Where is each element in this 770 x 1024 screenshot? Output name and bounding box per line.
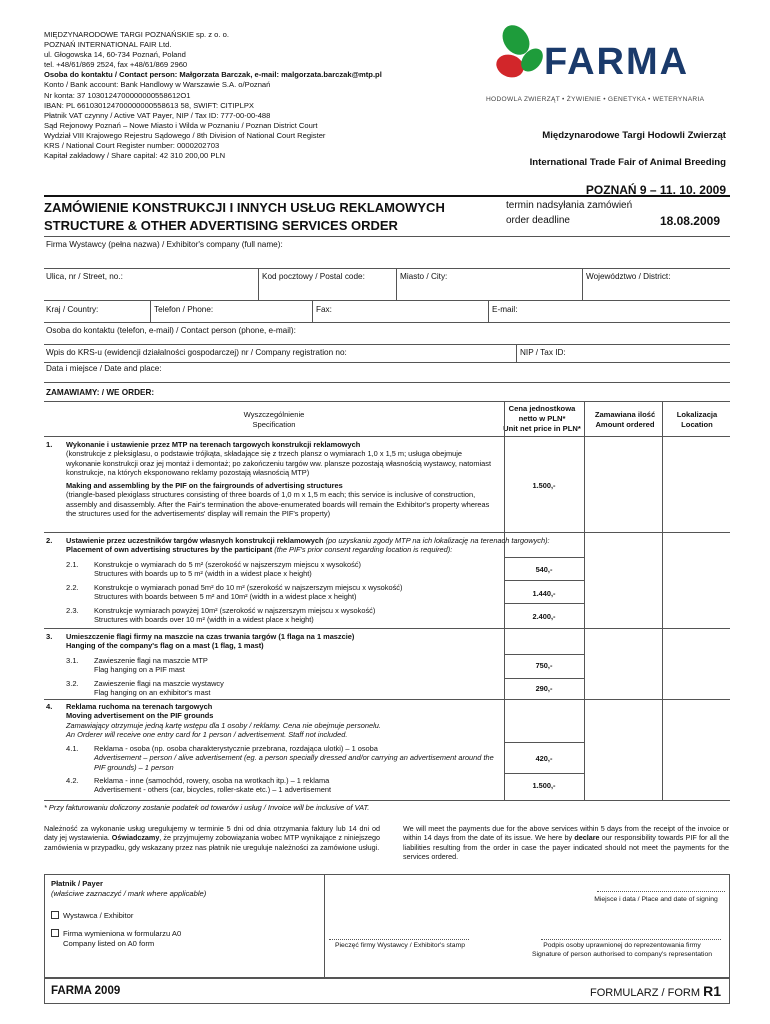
item-3-2-price: 290,- xyxy=(535,684,553,693)
form-footer xyxy=(44,978,730,1004)
section-4-title-pl: Reklama ruchoma na terenach targowych xyxy=(66,702,213,711)
col-loc-pl: Lokalizacja xyxy=(676,410,718,419)
section-3-title-en: Hanging of the company's flag on a mast (1 flag, 1 mast) xyxy=(66,641,264,651)
section-1-desc-en: (triangle-based plexiglass structures consisting of three boards of 1,0 m x 1,5 m each; this service is inclusive of construction, assembly and disassembly. After the Fair's termination the above-enumerated boards will remain the Exhibitor's property whereas the structures used for the advertisements' display will remain the PIF's property) xyxy=(66,490,490,519)
section-4-title-en: Moving advertisement on the PIF grounds xyxy=(66,711,214,721)
item-2-1-pl: Konstrukcje o wymiarach do 5 m² (szerokość w najszerszym miejscu x wysokość) xyxy=(94,560,361,569)
col-price-en: Unit net price in PLN* xyxy=(503,423,581,433)
section-2-note-en: (the PIF's prior consent regarding location is required): xyxy=(274,545,453,555)
form-title-en: STRUCTURE & OTHER ADVERTISING SERVICES ORDER xyxy=(44,217,398,233)
tax-id-field[interactable]: NIP / Tax ID: xyxy=(520,348,566,357)
authorised-signature-label: Podpis osoby uprawnionej do reprezentowania firmy Signature of person authorised to company's representation xyxy=(531,942,712,959)
col-spec-header xyxy=(44,410,504,430)
payer-options xyxy=(45,875,325,977)
item-2-2 xyxy=(94,583,500,602)
item-2-1-price: 540,- xyxy=(535,565,553,574)
payer-option-a0-company[interactable]: Firma wymieniona w formularzu A0 xyxy=(51,929,181,938)
item-2-1-en: Structures with boards up to 5 m² (width in a widest place x height) xyxy=(94,569,312,579)
item-2-1 xyxy=(94,560,500,579)
deadline-label xyxy=(506,199,632,228)
section-3-title-pl: Umieszczenie flagi firmy na maszcie na czas trwania targów (1 flaga na 1 maszcie) xyxy=(66,632,355,641)
section-4-title xyxy=(66,702,498,740)
organizer-line: MIĘDZYNARODOWE TARGI POZNAŃSKIE sp. z o. o. xyxy=(44,30,229,39)
organizer-line: Konto / Bank account: Bank Handlowy w Warszawie S.A. o/Poznań xyxy=(44,80,271,90)
item-2-3 xyxy=(94,606,500,625)
item-3-1 xyxy=(94,656,500,675)
col-price-pl: Cena jednostkowa netto w PLN* xyxy=(508,404,576,423)
farma-logo-icon xyxy=(486,20,736,90)
deadline-label-en: order deadline xyxy=(506,214,570,226)
item-number: 4.2. xyxy=(66,776,79,785)
place-date-field[interactable]: Data i miejsce / Date and place: xyxy=(46,364,162,373)
checkbox[interactable] xyxy=(51,911,59,919)
item-4-2-price: 1.500,- xyxy=(532,781,556,790)
deadline-date: 18.08.2009 xyxy=(659,214,720,228)
col-spec-pl: Wyszczególnienie xyxy=(243,410,305,419)
item-4-1-en: Advertisement – person / alive advertisement (eg. a person specially dressed and/or carrying an advertisement around the PIF grounds) – 1 person xyxy=(94,753,494,772)
organizer-line: Sąd Rejonowy Poznań – Nowe Miasto i Wilda w Poznaniu / Poznan District Court xyxy=(44,120,318,130)
form-title-pl: ZAMÓWIENIE KONSTRUKCJI I INNYCH USŁUG REKLAMOWYCH xyxy=(44,200,445,215)
payer-title: Płatnik / Payer xyxy=(51,879,103,888)
order-heading: ZAMAWIAMY: / WE ORDER: xyxy=(46,388,155,397)
col-price-header xyxy=(500,404,584,434)
street-field[interactable]: Ulica, nr / Street, no.: xyxy=(46,272,123,281)
item-2-3-en: Structures with boards over 10 m² (width in a widest place x height) xyxy=(94,615,314,625)
item-3-2-pl: Zawieszenie flagi na maszcie wystawcy xyxy=(94,679,224,688)
section-3-title xyxy=(66,632,498,651)
footer-event: FARMA 2009 xyxy=(51,985,121,997)
footer-form-code: FORMULARZ / FORM R1 xyxy=(590,983,721,999)
organizer-line: POZNAŃ INTERNATIONAL FAIR Ltd. xyxy=(44,40,172,50)
payment-terms-pl: Należność za wykonanie usług uregulujemy w terminie 5 dni od dnia otrzymania faktury lub 14 dni od daty jej wystawienia. Oświadczamy, że przyjmujemy zobowiązania wobec MTP wynikające z niniejszego zamówienia w przypadku, gdy wskazany przez nas płatnik nie ureguluje należności za zamówione usługi. xyxy=(44,824,381,852)
section-number: 1. xyxy=(46,440,53,449)
payer-option-exhibitor[interactable]: Wystawca / Exhibitor xyxy=(51,911,133,920)
country-field[interactable]: Kraj / Country: xyxy=(46,305,99,314)
logo-wordmark: FARMA xyxy=(544,41,690,83)
item-4-1-price: 420,- xyxy=(535,754,553,763)
payer-option-a0-en: Company listed on A0 form xyxy=(63,939,155,948)
vat-note: * Przy fakturowaniu doliczony zostanie podatek od towarów i usług / Invoice will be inclusive of VAT. xyxy=(44,803,370,812)
payer-subtitle: (właściwe zaznaczyć / mark where applicable) xyxy=(51,889,207,898)
section-number: 3. xyxy=(46,632,53,641)
item-2-3-pl: Konstrukcje wymiarach powyżej 10m² (szerokość w najszerszym miejscu x wysokość) xyxy=(94,606,376,615)
item-3-1-price: 750,- xyxy=(535,661,553,670)
deadline-label-pl: termin nadsyłania zamówień xyxy=(506,200,633,211)
item-4-2-en: Advertisement - others (car, bicycles, roller-skate etc.) – 1 advertisement xyxy=(94,785,331,795)
item-3-1-pl: Zawieszenie flagi na maszcie MTP xyxy=(94,656,208,665)
logo-tagline: HODOWLA ZWIERZĄT • ŻYWIENIE • GENETYKA • WETERYNARIA xyxy=(486,96,705,103)
item-4-2 xyxy=(94,776,500,795)
item-number: 3.1. xyxy=(66,656,79,665)
registration-field[interactable]: Wpis do KRS-u (ewidencji działalności gospodarczej) nr / Company registration no: xyxy=(46,348,347,357)
organizer-details xyxy=(44,30,464,161)
item-2-2-en: Structures with boards between 5 m² and 10m² (width in a widest place x height) xyxy=(94,592,357,602)
col-spec-en: Specification xyxy=(252,419,296,429)
section-4-note-en: An Orderer will receive one entry card for 1 person / advertisement. Staff not included. xyxy=(66,730,348,740)
item-3-2-en: Flag hanging on an exhibitor's mast xyxy=(94,688,211,698)
organizer-line: ul. Głogowska 14, 60-734 Poznań, Poland xyxy=(44,50,186,60)
district-field[interactable]: Województwo / District: xyxy=(586,272,671,281)
fax-field[interactable]: Fax: xyxy=(316,305,332,314)
section-1-price: 1.500,- xyxy=(532,481,556,490)
item-number: 2.2. xyxy=(66,583,79,592)
col-qty-pl: Zamawiana ilość xyxy=(594,410,656,419)
company-name-field[interactable]: Firma Wystawcy (pełna nazwa) / Exhibitor's company (full name): xyxy=(46,240,283,249)
organizer-line: Osoba do kontaktu / Contact person: Małgorzata Barczak, e-mail: malgorzata.barczak@mtp.pl xyxy=(44,70,382,80)
payer-section xyxy=(44,874,730,978)
farma-logo xyxy=(486,20,736,103)
organizer-line: IBAN: PL 661030124700000000558613 58, SWIFT: CITIPLPX xyxy=(44,100,254,110)
organizer-line: tel. +48/61/869 2524, fax +48/61/869 2960 xyxy=(44,60,188,70)
organizer-line: Płatnik VAT czynny / Active VAT Payer, NIP / Tax ID: 777-00-00-488 xyxy=(44,110,271,120)
item-number: 2.3. xyxy=(66,606,79,615)
section-number: 2. xyxy=(46,536,53,545)
item-4-2-pl: Reklama - inne (samochód, rowery, osoba na wrotkach itp.) – 1 reklama xyxy=(94,776,330,785)
section-2-title-en: Placement of own advertising structures by the participant xyxy=(66,545,273,555)
item-2-3-price: 2.400,- xyxy=(532,612,556,621)
section-1-text xyxy=(66,440,498,519)
col-qty-header xyxy=(588,410,662,430)
organizer-line: KRS / National Court Register number: 0000202703 xyxy=(44,141,220,151)
item-2-2-price: 1.440,- xyxy=(532,589,556,598)
item-4-1-pl: Reklama - osoba (np. osoba charakterystycznie przebrana, rozdająca ulotki) – 1 osoba xyxy=(94,744,378,753)
phone-field[interactable]: Telefon / Phone: xyxy=(154,305,214,314)
fair-name-pl: Międzynarodowe Targi Hodowli Zwierząt xyxy=(542,130,726,141)
organizer-line: Nr konta: 37 1030124700000000558612O1 xyxy=(44,90,191,100)
exhibitor-stamp-label: Pieczęć firmy Wystawcy / Exhibitor's stamp xyxy=(334,942,466,949)
item-3-1-en: Flag hanging on a PIF mast xyxy=(94,665,185,675)
section-1-desc-pl: (konstrukcje z pleksiglasu, o podstawie trójkąta, składające się z trzech plansz o wymiarach 1,0 x 1,5 m; usługa obejmuje wykonanie konstrukcji oraz jej montaż i demontaż; po zakończeniu targów ww. plansze pozostają własnością wystawcy, natomiast konstrukcje, na których eksponowano reklamy pozostają własnością MTP) xyxy=(66,449,492,478)
divider xyxy=(44,195,730,197)
col-qty-en: Amount ordered xyxy=(595,419,655,429)
item-number: 3.2. xyxy=(66,679,79,688)
item-4-1 xyxy=(94,744,500,772)
col-loc-en: Location xyxy=(681,419,713,429)
section-number: 4. xyxy=(46,702,53,711)
postal-code-field[interactable]: Kod pocztowy / Postal code: xyxy=(262,272,365,281)
section-2-note-pl: (po uzyskaniu zgody MTP na ich lokalizację na terenach targowych): xyxy=(325,536,550,545)
organizer-line: Wydział VIII Krajowego Rejestru Sądowego / 8th Division of National Court Register xyxy=(44,130,326,140)
section-1-title-pl: Wykonanie i ustawienie przez MTP na terenach targowych konstrukcji reklamowych xyxy=(66,440,361,449)
section-2-title-pl: Ustawienie przez uczestników targów własnych konstrukcji reklamowych xyxy=(66,536,324,545)
checkbox[interactable] xyxy=(51,929,59,937)
item-3-2 xyxy=(94,679,500,698)
place-date-signing-label: Miejsce i data / Place and date of signing xyxy=(594,896,718,903)
section-1-title-en: Making and assembling by the PIF on the fairgrounds of advertising structures xyxy=(66,480,343,490)
section-4-note-pl: Zamawiający otrzymuje jedną kartę wstępu dla 1 osoby / reklamy. Cena nie obejmuje personelu. xyxy=(66,720,381,730)
item-2-2-pl: Konstrukcje o wymiarach ponad 5m² do 10 m² (szerokość w najszerszym miejscu x wysokość) xyxy=(94,583,403,592)
email-field[interactable]: E-mail: xyxy=(492,305,518,314)
col-loc-header xyxy=(664,410,730,430)
item-number: 4.1. xyxy=(66,744,79,753)
item-number: 2.1. xyxy=(66,560,79,569)
form-title xyxy=(44,199,504,234)
fair-dates: POZNAŃ 9 – 11. 10. 2009 xyxy=(585,183,726,197)
section-2-title xyxy=(66,536,586,555)
payment-terms-en: We will meet the payments due for the above services within 5 days from the receipt of the invoice or within 14 days from the date of its issue. We here by declare our responsibility towards PIF for all the liabilities resulting from the order in case the payer indicated should not meet the payments for the services ordered. xyxy=(403,824,729,862)
city-field[interactable]: Miasto / City: xyxy=(400,272,448,281)
contact-person-field[interactable]: Osoba do kontaktu (telefon, e-mail) / Contact person (phone, e-mail): xyxy=(46,326,296,335)
fair-name-en: International Trade Fair of Animal Breeding xyxy=(529,157,726,168)
organizer-line: Kapitał zakładowy / Share capital: 42 310 200,00 PLN xyxy=(44,151,226,161)
